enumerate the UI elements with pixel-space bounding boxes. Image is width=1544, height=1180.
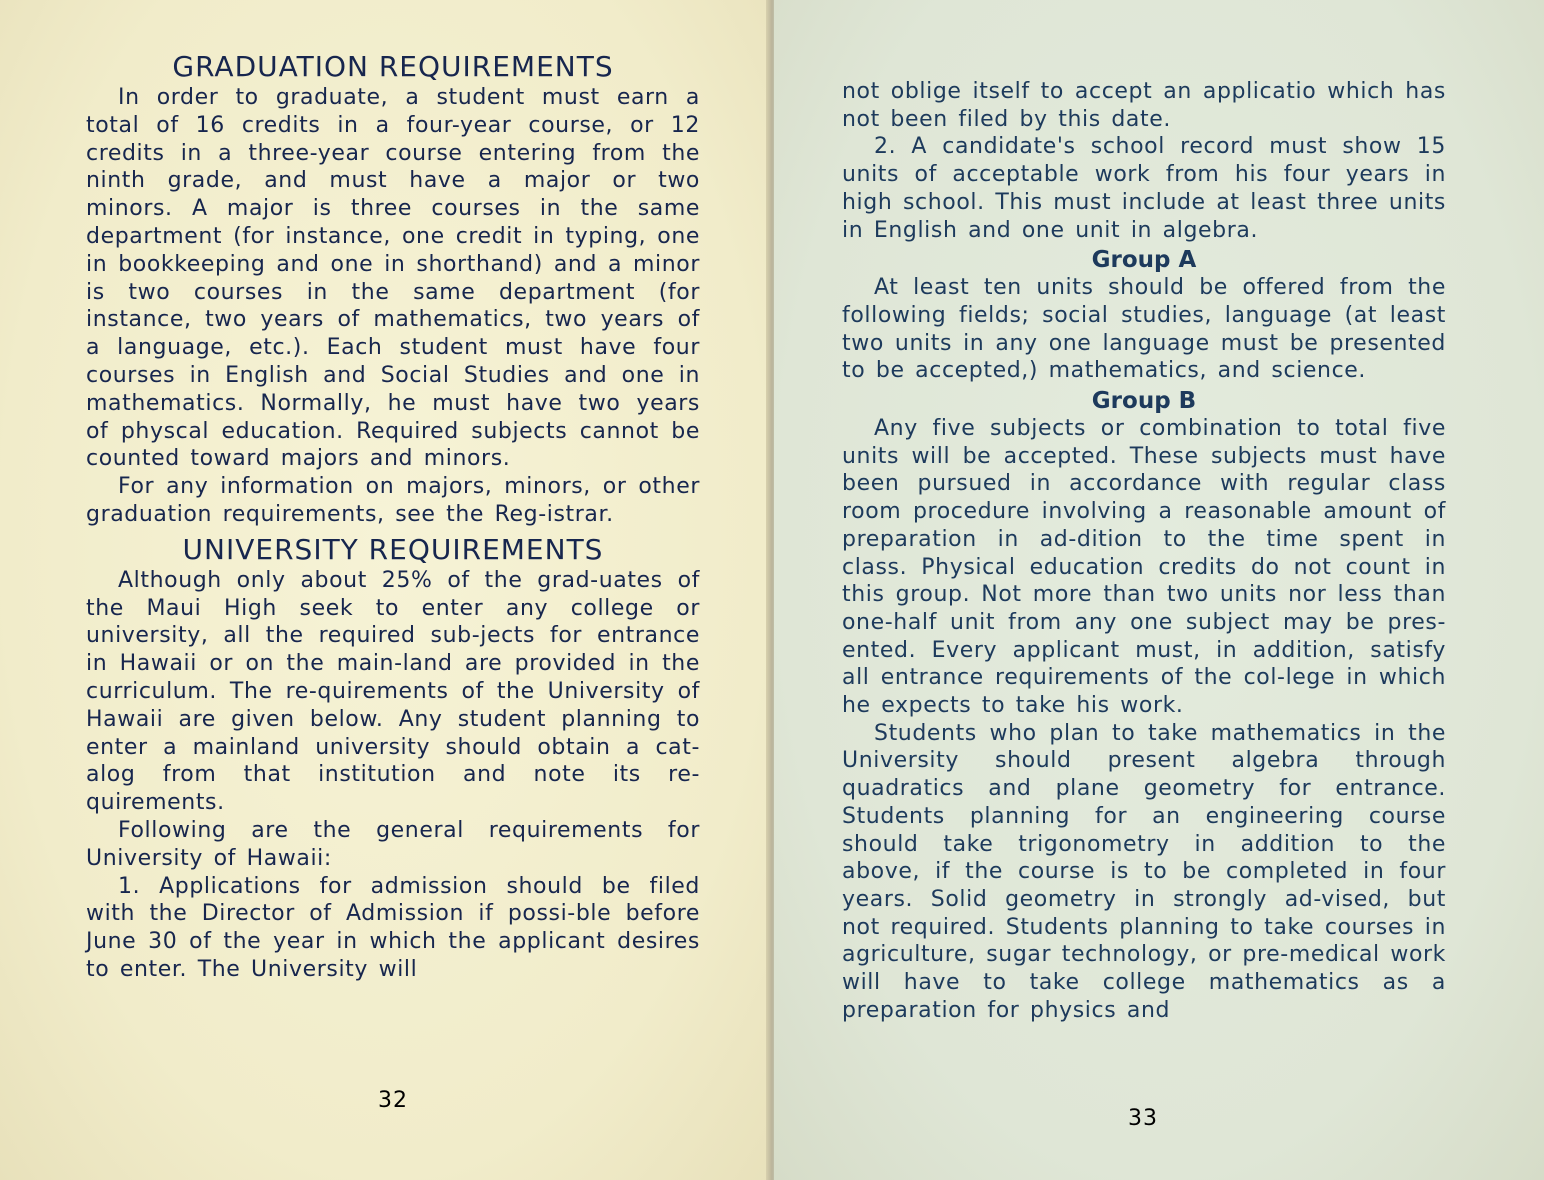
university-paragraph-3: 1. Applications for admission should be filed with the Director of Admission if possi-ble before June 30 of the year in which the applicant desires to enter. The University will (86, 873, 700, 982)
university-paragraph-2: Following are the general requirements for University of Hawaii: (86, 817, 700, 871)
graduation-paragraph-1: In order to graduate, a student must earn a total of 16 credits in a four-year course, or 12 credits in a three-year course entering from the ninth grade, and must have a major or two minors. A major is three courses in the same department (for instance, one credit in typing, one in bookkeeping and one in shorthand) and a minor is two courses in the same department (for instance, two years of mathematics, two years of a language, etc.). Each student must have four courses in English and Social Studies and one in mathematics. Normally, he must have two years of physcal education. Required subjects cannot be counted toward majors and minors. (86, 85, 700, 472)
group-a-paragraph: At least ten units should be offered from the following fields; social studies, language (at least two units in any one language must be presented to be accepted,) mathematics, and science. (842, 275, 1446, 384)
university-paragraph-1: Although only about 25% of the grad-uates of the Maui High seek to enter any college or university, all the required sub-jects for entrance in Hawaii or on the main-land are provided in the curriculum. The re-quirements of the University of Hawaii are given below. Any student planning to enter a mainland university should obtain a cat-alog from that institution and note its re-quirements. (86, 567, 700, 816)
graduation-requirements-heading: GRADUATION REQUIREMENTS (172, 50, 614, 83)
group-b-heading: Group B (1091, 388, 1197, 415)
university-requirements-heading: UNIVERSITY REQUIREMENTS (182, 532, 604, 566)
group-b-paragraph-2: Students who plan to take mathematics in the University should present algebra through quadratics and plane geometry for entrance. Students planning for an engineering course should take trigonometry in addition to the above, if the course is to be completed in four years. Solid geometry in strongly ad-vised, but not required. Students planning to take courses in agriculture, sugar technology, or pre-medical work will have to take college mathematics as a preparation for physics and (842, 720, 1446, 1023)
graduation-paragraph-2: For any information on majors, minors, or other graduation requirements, see the Reg-istrar. (86, 474, 700, 527)
right-page-number: 33 (1128, 1106, 1158, 1131)
group-b-paragraph-1: Any five subjects or combination to total five units will be accepted. These subjects must have been pursued in accordance with regular class room procedure involving a reasonable amount of preparation in ad-dition to the time spent in class. Physical education credits do not count in this group. Not more than two units nor less than one-half unit from any one subject may be pres-ented. Every applicant must, in addition, satisfy all entrance requirements of the col-lege in which he expects to take his work. (842, 416, 1446, 719)
requirement-2-paragraph: 2. A candidate's school record must show 15 units of acceptable work from his four years in high school. This must include at least three units in English and one unit in algebra. (842, 134, 1446, 243)
right-page (774, 0, 1544, 1180)
continued-paragraph: not oblige itself to accept an applicatio which has not been filed by this date. (842, 79, 1446, 132)
left-page (0, 0, 770, 1180)
group-a-heading: Group A (1091, 247, 1197, 274)
left-page-number: 32 (378, 1088, 408, 1113)
